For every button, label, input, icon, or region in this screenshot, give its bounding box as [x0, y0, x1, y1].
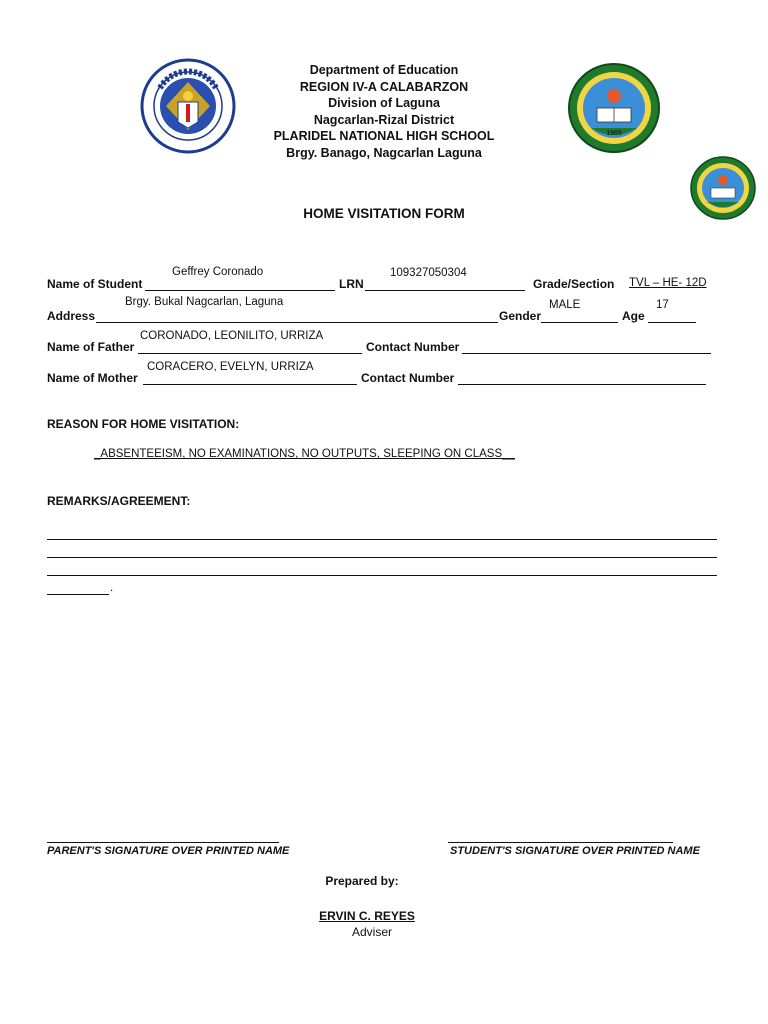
letterhead-line-5: PLARIDEL NATIONAL HIGH SCHOOL — [273, 129, 495, 143]
father-name-value: CORONADO, LEONILITO, URRIZA — [140, 330, 324, 342]
age-label: Age — [622, 309, 645, 323]
mother-name-label: Name of Mother — [47, 371, 138, 385]
remarks-line-4 — [47, 594, 109, 595]
age-value: 17 — [656, 299, 669, 311]
parent-signature-line — [47, 842, 279, 843]
grade-section-value: TVL – HE- 12D — [629, 277, 707, 289]
mother-name-line — [143, 384, 357, 385]
father-contact-label: Contact Number — [366, 340, 460, 354]
remarks-line-2 — [47, 557, 717, 558]
remarks-end-mark: . — [110, 582, 114, 594]
remarks-label: REMARKS/AGREEMENT: — [47, 494, 191, 508]
student-name-line — [145, 290, 335, 291]
adviser-title: Adviser — [351, 925, 392, 939]
address-label: Address — [47, 309, 96, 323]
student-name-value: Geffrey Coronado — [172, 266, 264, 278]
prepared-by-label: Prepared by: — [325, 874, 399, 888]
letterhead-line-6: Brgy. Banago, Nagcarlan Laguna — [286, 145, 482, 160]
grade-section-label: Grade/Section — [533, 277, 615, 291]
mother-name-value: CORACERO, EVELYN, URRIZA — [147, 361, 314, 373]
gender-label: Gender — [499, 309, 542, 323]
reason-label: REASON FOR HOME VISITATION: — [47, 417, 240, 431]
remarks-line-3 — [47, 575, 717, 576]
form-title: HOME VISITATION FORM — [303, 206, 465, 221]
student-signature-line — [448, 842, 673, 843]
parent-signature-caption: PARENT'S SIGNATURE OVER PRINTED NAME — [47, 845, 290, 857]
letterhead-line-4: Nagcarlan-Rizal District — [313, 112, 455, 127]
lrn-label: LRN — [339, 277, 364, 291]
adviser-name: ERVIN C. REYES — [319, 909, 415, 923]
age-line — [648, 322, 696, 323]
reason-value: _ABSENTEEISM, NO EXAMINATIONS, NO OUTPUTS, SLEEPING ON CLASS__ — [94, 448, 515, 460]
gender-value: MALE — [549, 299, 581, 311]
letterhead-line-1: Department of Education — [309, 63, 459, 77]
gender-line — [541, 322, 618, 323]
father-contact-line — [462, 353, 711, 354]
lrn-value: 109327050304 — [390, 267, 467, 279]
mother-contact-line — [458, 384, 706, 385]
address-line — [96, 322, 498, 323]
father-name-label: Name of Father — [47, 340, 135, 354]
mother-contact-label: Contact Number — [361, 371, 455, 385]
lrn-line — [365, 290, 525, 291]
student-name-label: Name of Student — [47, 277, 143, 291]
letterhead — [0, 62, 768, 161]
school-seal-year: 1969 — [606, 130, 622, 137]
letterhead-line-2: REGION IV-A CALABARZON — [299, 79, 469, 94]
remarks-line-1 — [47, 539, 717, 540]
address-value: Brgy. Bukal Nagcarlan, Laguna — [125, 296, 284, 308]
letterhead-line-3: Division of Laguna — [328, 96, 440, 110]
student-signature-caption: STUDENT'S SIGNATURE OVER PRINTED NAME — [450, 845, 700, 857]
father-name-line — [138, 353, 362, 354]
